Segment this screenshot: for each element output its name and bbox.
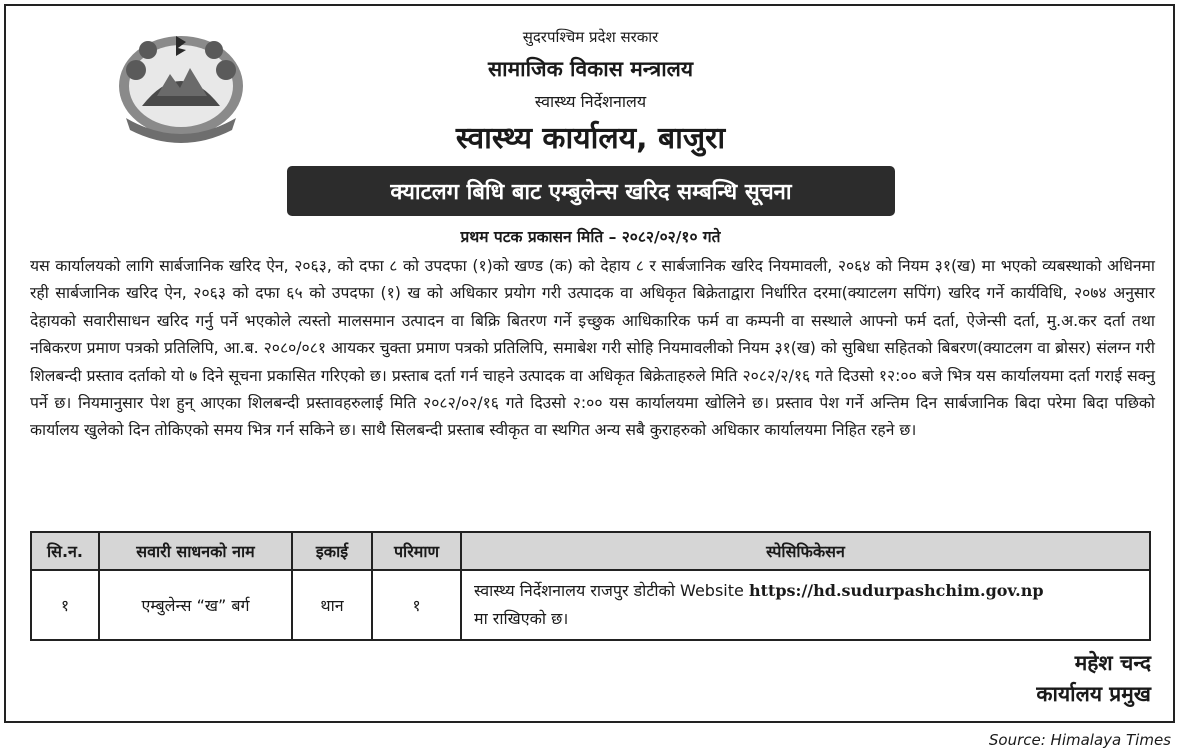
signatory-title: कार्यालय प्रमुख <box>1036 682 1151 706</box>
notice-title-text: क्याटलग बिधि बाट एम्बुलेन्स खरिद सम्बन्धि सूचना <box>390 180 792 205</box>
notice-title <box>287 166 895 216</box>
vehicle-table <box>30 531 1151 641</box>
table-row <box>31 570 1150 640</box>
government-name: सुदरपश्चिम प्रदेश सरकार <box>522 28 659 46</box>
ministry-name: सामाजिक विकास मन्त्रालय <box>487 57 694 81</box>
publication-date: प्रथम पटक प्रकासन मिति – २०८२/०२/१० गते <box>460 228 721 246</box>
table-header-row <box>31 532 1150 570</box>
cell-vehicle: एम्बुलेन्स “ख” बर्ग <box>99 570 292 640</box>
header-quantity: परिमाण <box>372 532 461 570</box>
header-unit: इकाई <box>292 532 372 570</box>
cell-unit: थान <box>292 570 372 640</box>
header-specification: स्पेसिफिकेसन <box>461 532 1150 570</box>
header-sn: सि.न. <box>31 532 99 570</box>
signatory-name: महेश चन्द <box>1074 651 1151 675</box>
source-credit: Source: Himalaya Times <box>988 731 1171 749</box>
cell-specification <box>461 570 1150 640</box>
notice-body: यस कार्यालयको लागि सार्बजानिक खरिद ऐन, २०६३, को दफा ८ को उपदफा (१)को खण्ड (क) को देहाय ८ र सार्बजानिक खरिद नियमावली, २०६४ को नियम ३१(ख) मा भएको व्यबस्थाको अधिनमा रही सार्बजानिक खरिद ऐन, २०६३ को दफा ६५ को उपदफा (१) ख को अधिकार प्रयोग गरी उत्पादक वा अधिकृत बिक्रेताद्वारा निर्धारित दरमा(क्याटलग सपिंग) खरिद गर्ने कार्यविधि, २०७४ अनुसार देहायको सवारीसाधन खरिद गर्नु पर्ने भएकोले त्यस्तो मालसमान उत्पादन वा बिक्रि बितरण गर्ने इच्छुक आधिकारिक फर्म वा कम्पनी वा सस्थाले आफ्नो फर्म दर्ता, ऐजेन्सी दर्ता, मु.अ.कर दर्ता तथा नबिकरण प्रमाण पत्रको प्रतिलिपि, आ.ब. २०८०/०८१ आयकर चुक्ता प्रमाण पत्रको प्रतिलिपि, समाबेश गरी सोहि नियमावलीको नियम ३१(ख) को सुबिधा सहितको बिबरण(क्याटलग वा ब्रोसर) संलग्न गरी शिलबन्दी प्रस्ताव दर्ताको यो ७ दिने सूचना प्रकासित गरिएको छ। प्रस्ताब दर्ता गर्न चाहने उत्पादक वा अधिकृत बिक्रेताहरुले मिति २०८२/२/१६ गते दिउसो १२:०० बजे भित्र यस कार्यालयमा दर्ता गराई सक्नु पर्ने छ। नियमानुसार पेश हुन् आएका शिलबन्दी प्रस्तावहरुलाई मिति २०८२/०२/१६ गते दिउसो २:०० यस कार्यालयमा खोलिने छ। प्रस्ताव पेश गर्ने अन्तिम दिन सार्बजानिक बिदा परेमा बिदा पछिको कार्यालय खुलेको दिन तोकिएको समय भित्र गर्न सकिने छ। साथै सिलबन्दी प्रस्ताब स्वीकृत वा स्थगित अन्य सबै कुराहरुको अधिकार कार्यालयमा निहित रहने छ। <box>30 256 1155 440</box>
header-vehicle: सवारी साधनको नाम <box>99 532 292 570</box>
cell-quantity: १ <box>372 570 461 640</box>
directorate-name: स्वास्थ्य निर्देशनालय <box>534 92 647 111</box>
spec-prefix: स्वास्थ्य निर्देशनालय राजपुर डोटीको Website <box>474 581 744 600</box>
spec-suffix: मा राखिएको छ। <box>474 609 569 628</box>
cell-sn: १ <box>31 570 99 640</box>
office-name: स्वास्थ्य कार्यालय, बाजुरा <box>455 121 726 156</box>
spec-website-link[interactable]: https://hd.sudurpashchim.gov.np <box>748 581 1044 600</box>
